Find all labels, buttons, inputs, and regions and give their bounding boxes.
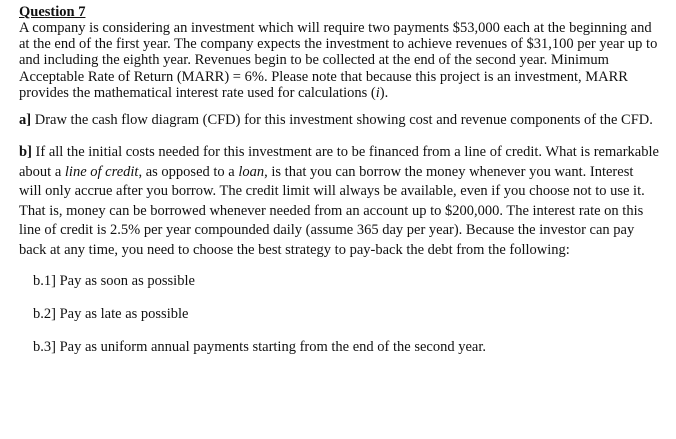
part-b-text-3: , is that you can borrow the money whenever you want. Interest will only accrue after you borrow. The credit limit will always be available, even if you choose not to use it. That is, money can be borrowed whenever needed from an account up to $200,000. The interest rate on this line of credit is 2.5% per year compounded daily (assume 365 day per year). Because the investor can pay back at any time, you need to choose the best strategy to pay-back the debt from the following: [19,163,645,258]
question-document [19,4,659,372]
question-intro [19,20,659,101]
question-title: Question 7 [19,4,86,20]
part-a-label: a] [19,112,32,129]
part-b-text-2: , as opposed to a [138,163,239,180]
part-b-label: b] [19,144,32,161]
part-a-text: Draw the cash flow diagram (CFD) for this investment showing cost and revenue components of the CFD. [31,112,653,129]
option-b1: b.1] Pay as soon as possible [33,273,195,290]
part-a [19,112,659,128]
intro-text-1: A company is considering an investment which will require two payments $53,000 each at the beginning and at the end of the first year. The company expects the investment to achieve revenues of $31,100 per year up to and including the eighth year. Revenues begin to be collected at the end of the second year. Minimum Acceptable Rate of Return (MARR) = 6%. Please note that because this project is an investment, MARR provides the mathematical interest rate used for calculations ( [19,20,658,101]
option-b3: b.3] Pay as uniform annual payments starting from the end of the second year. [33,339,487,356]
loan-term: loan [238,163,265,180]
option-b2: b.2] Pay as late as possible [33,306,189,323]
part-b [19,143,659,260]
line-of-credit-term: line of credit [64,163,139,180]
interest-rate-variable: i [375,84,380,101]
part-b-text-1: If all the initial costs needed for this investment are to be financed from a line of credit. What is remarkable about a [19,144,659,180]
intro-text-2: ). [379,84,389,101]
